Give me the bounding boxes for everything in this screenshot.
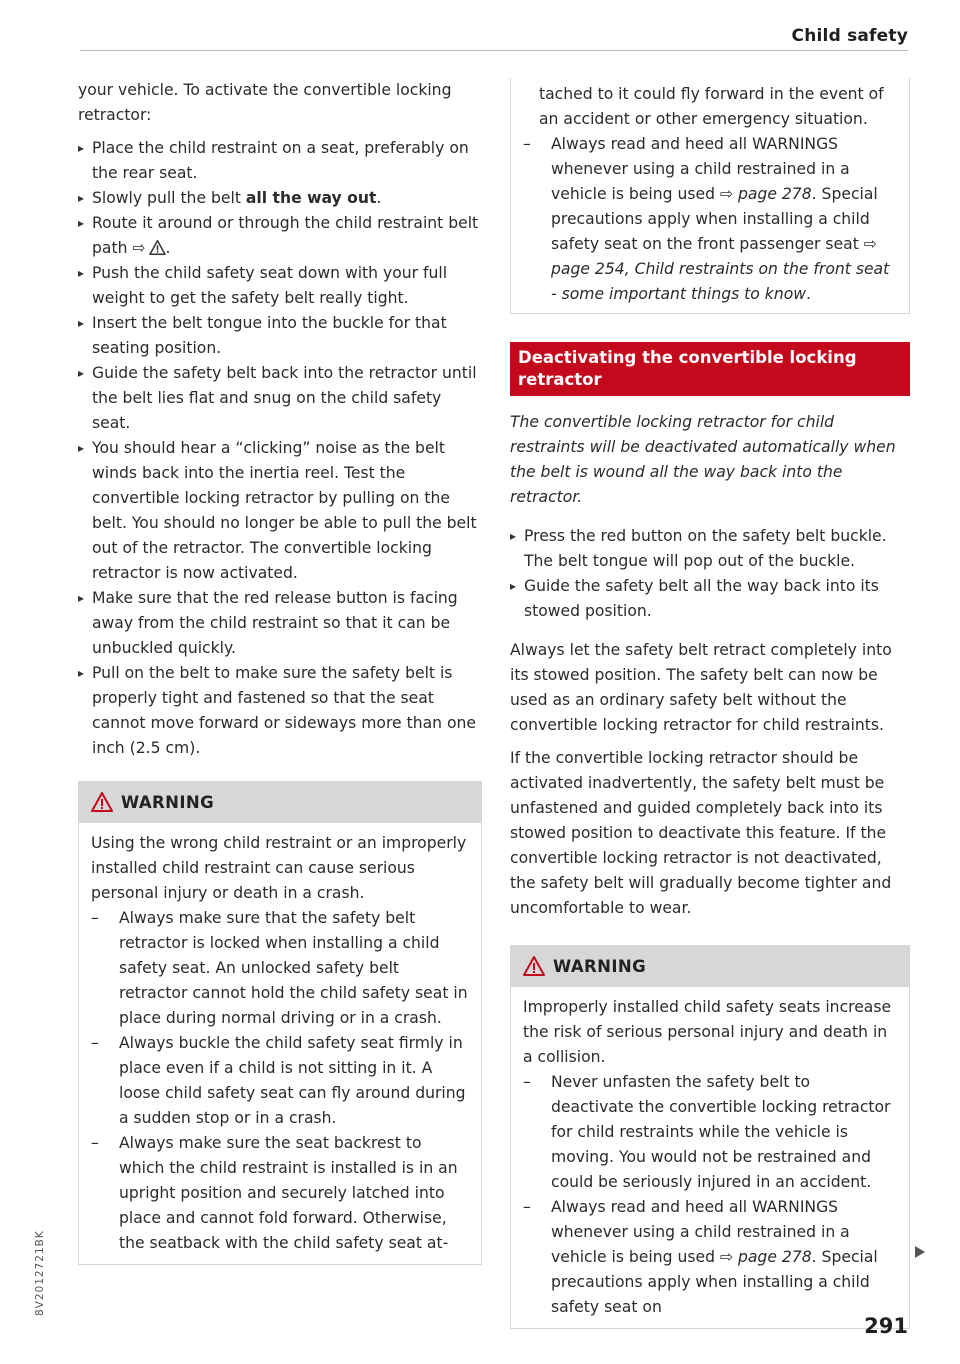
warning-label: WARNING (553, 956, 647, 976)
step-press-button: ▸ Press the red button on the safety belt buckle. The belt tongue will pop out of the buckle. (510, 524, 910, 574)
warning-body (511, 987, 909, 1328)
warning-intro: Using the wrong child restraint or an improperly installed child restraint can cause serious personal injury or death in a crash. (91, 834, 467, 902)
warning-intro: Improperly installed child safety seats increase the risk of serious personal injury and death in a collision. (523, 998, 892, 1066)
document-code: 8V2012721BK (34, 1230, 46, 1316)
warning-triangle-icon[interactable] (149, 240, 166, 255)
intro-paragraph: your vehicle. To activate the convertible locking retractor: (78, 81, 452, 124)
warning-header (511, 945, 909, 987)
page-header-title: Child safety (791, 26, 908, 46)
warning-continuation-box (510, 78, 910, 314)
step-guide-belt: ▸ Guide the safety belt back into the retractor until the belt lies flat and snug on the child safety seat. (78, 361, 482, 436)
step-test-retractor: ▸ You should hear a “clicking” noise as the belt winds back into the inertia reel. Test the convertible locking retractor by pulling on the belt. You should no longer be able to pull the belt out of the retractor. The convertible locking retractor is now activated. (78, 436, 482, 586)
step-place-restraint: ▸ Place the child restraint on a seat, preferably on the rear seat. (78, 136, 482, 186)
warning-item: – Always make sure the seat backrest to which the child restraint is installed is in an upright position and securely latched into place and cannot fold forward. Otherwise, the seatback with the child safety seat at- (91, 1131, 469, 1256)
warning-box-left (78, 781, 482, 1265)
step-route-belt: ▸ Route it around or through the child restraint belt path ⇨ . (78, 211, 482, 261)
step-release-button: ▸ Make sure that the red release button is facing away from the child restraint so that it can be unbuckled quickly. (78, 586, 482, 661)
body-paragraph: Always let the safety belt retract completely into its stowed position. The safety belt can now be used as an ordinary safety belt without the convertible locking retractor for child restraints. (510, 641, 892, 734)
warning-triangle-icon (523, 956, 545, 976)
step-push-seat: ▸ Push the child safety seat down with your full weight to get the safety belt really tight. (78, 261, 482, 311)
reference-arrow[interactable]: ⇨ (132, 239, 146, 257)
activation-steps (78, 136, 482, 761)
page-reference-link[interactable]: ⇨ page 254, Child restraints on the front seat - some important things to know (551, 235, 890, 303)
step-guide-belt-back: ▸ Guide the safety belt all the way back into its stowed position. (510, 574, 910, 624)
body-paragraph: If the convertible locking retractor should be activated inadvertently, the safety belt must be unfastened and guided completely back into its stowed position to deactivate this feature. If the convertible locking retractor is not deactivated, the safety belt will gradually become tighter and uncomfortable to wear. (510, 749, 892, 917)
page-number: 291 (864, 1314, 908, 1338)
warning-continuation-text: tached to it could fly forward in the event of an accident or other emergency situation. (539, 85, 884, 128)
warning-item: – Always read and heed all WARNINGS whenever using a child restrained in a vehicle is being used ⇨ page 278. Special precautions apply when installing a child safety seat on the front passenger seat ⇨ page 254, Child restraints on the front seat - some important things to know. (523, 132, 897, 307)
warning-item: – Always read and heed all WARNINGS whenever using a child restrained in a vehicle is being used ⇨ page 278. Special precautions apply when installing a child safety seat on (523, 1195, 897, 1320)
warning-header (79, 781, 481, 823)
warning-triangle-icon (91, 792, 113, 812)
page-reference-link[interactable]: ⇨ page 278 (719, 185, 812, 203)
continue-arrow-icon[interactable] (912, 1244, 928, 1260)
page-reference-link[interactable]: ⇨ page 278 (719, 1248, 812, 1266)
warning-box-right (510, 945, 910, 1329)
header-divider (80, 50, 908, 51)
step-insert-tongue: ▸ Insert the belt tongue into the buckle for that seating position. (78, 311, 482, 361)
section-heading: Deactivating the convertible locking retractor (510, 342, 910, 396)
right-column (510, 78, 910, 1329)
warning-item: – Never unfasten the safety belt to deactivate the convertible locking retractor for child restraints while the vehicle is moving. You would not be restrained and could be seriously injured in an accident. (523, 1070, 897, 1195)
warning-label: WARNING (121, 792, 215, 812)
warning-item: – Always buckle the child safety seat firmly in place even if a child is not sitting in it. A loose child safety seat can fly around during a sudden stop or in a crash. (91, 1031, 469, 1131)
section-intro: The convertible locking retractor for child restraints will be deactivated automatically when the belt is wound all the way back into the retractor. (510, 413, 896, 506)
warning-body (79, 823, 481, 1264)
step-pull-belt: ▸ Slowly pull the belt all the way out. (78, 186, 482, 211)
warning-item: – Always make sure that the safety belt retractor is locked when installing a child safety seat. An unlocked safety belt retractor cannot hold the child safety seat in place during normal driving or in a crash. (91, 906, 469, 1031)
step-check-tightness: ▸ Pull on the belt to make sure the safety belt is properly tight and fastened so that the seat cannot move forward or sideways more than one inch (2.5 cm). (78, 661, 482, 761)
left-column (78, 78, 482, 1265)
emphasis-text: all the way out (245, 189, 377, 207)
